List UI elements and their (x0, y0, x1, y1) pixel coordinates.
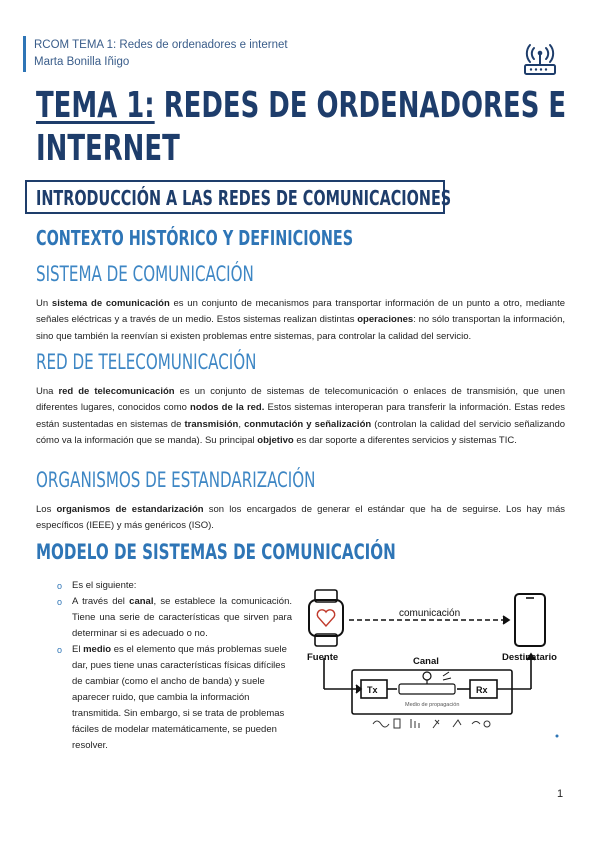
router-icon (521, 40, 559, 78)
text-run: Los (36, 504, 57, 515)
phone-icon (515, 594, 545, 646)
text-run: es el elemento que más problemas suele dar, pues tiene unas características físicas difíciles de cambiar (como el ancho de banda) y suele aparecer ruido, que cambia la información transmitida. Sin embargo, si se trata de problemas fáciles de modelar matemáticamente, se pueden resolver. (72, 644, 287, 751)
red-heading: RED DE TELECOMUNICACIÓN (36, 350, 257, 374)
organismos-paragraph (36, 502, 565, 535)
page-title (36, 84, 599, 170)
list-item (60, 642, 292, 754)
modelo-heading: MODELO DE SISTEMAS DE COMUNICACIÓN (36, 540, 396, 564)
bold-term: organismos de estandarización (56, 504, 204, 515)
text-run: son los encargados de generar el estándar que ha de seguirse. Los hay más específicos (IEEE) y más genéricos (ISO). (36, 504, 565, 532)
fuente-label: Fuente (307, 652, 339, 663)
title-prefix: TEMA 1: (36, 85, 155, 126)
watch-icon (309, 600, 343, 636)
modelo-list (60, 578, 292, 754)
page-header (34, 37, 288, 71)
cable-icon (373, 721, 389, 727)
bold-term: red de telecomunicación (58, 386, 175, 397)
organismos-heading: ORGANISMOS DE ESTANDARIZACIÓN (36, 468, 316, 492)
communication-model-diagram (307, 588, 565, 740)
bold-term: sistema de comunicación (51, 298, 170, 309)
comunicacion-label: comunicación (399, 608, 461, 619)
text-run: Es el siguiente: (72, 580, 137, 591)
text-run: es dar soporte a diferentes servicios y sistemas TIC. (293, 434, 517, 446)
title-line2: INTERNET (36, 128, 180, 169)
contexto-heading: CONTEXTO HISTÓRICO Y DEFINICIONES (36, 226, 354, 250)
text-run: (controlan la calidad del servicio señalizando cómo va la información que se manda). Su principal (36, 418, 566, 446)
text-run: Estos sistemas interoperan para transferir la información. Estas redes están sustentadas en sistemas de (36, 402, 565, 430)
bold-term: nodos de la red. (190, 402, 265, 414)
course-title: RCOM TEMA 1: Redes de ordenadores e internet (34, 39, 288, 51)
rx-label: Rx (476, 685, 488, 695)
satellite-icon (433, 720, 439, 728)
radio-icon (453, 720, 461, 727)
medio-label: Medio de propagación (405, 702, 460, 708)
text-run: , se establece la comunicación. Tiene una serie de características que sirven para determinar si es adecuado o no. (72, 596, 292, 639)
canal-label: Canal (413, 656, 439, 667)
coax-icon (411, 719, 419, 728)
media-icons-row (373, 719, 490, 728)
header-accent-bar (23, 36, 26, 72)
bold-term: operaciones (357, 314, 414, 326)
list-item (60, 594, 292, 642)
section-box-title: INTRODUCCIÓN A LAS REDES DE COMUNICACIONES (36, 186, 452, 210)
tx-label: Tx (367, 685, 378, 695)
bluetooth-icon (484, 721, 490, 727)
sistema-paragraph (36, 296, 565, 345)
text-run: El (72, 644, 84, 655)
section-box (25, 180, 452, 214)
bold-term: canal (129, 596, 154, 607)
text-run: Una (36, 386, 59, 397)
text-run: es un conjunto de mecanismos para transportar información de un punto a otro, mediante señales eléctricas y a través de un medio. Estos sistemas realizan distintas (36, 298, 566, 326)
bold-term: medio (83, 644, 112, 655)
text-run: Un (36, 298, 52, 309)
heart-icon (317, 610, 334, 626)
text-run: , (238, 418, 245, 430)
fiber-icon (394, 719, 400, 728)
red-paragraph (36, 384, 565, 449)
title-line1: REDES DE ORDENADORES E (154, 85, 567, 126)
text-run: es un conjunto de sistemas de telecomunicación o enlaces de transmisión, que unen diferentes lugares, conocidos como (36, 386, 565, 414)
text-run: A través del (72, 596, 130, 607)
wireless-icon (472, 722, 480, 725)
author-name: Marta Bonilla Iñigo (34, 56, 130, 68)
text-run: : no sólo transportan la información, sino que también la reenvían si existen problemas entre sistemas, para controlar la calidad del servicio. (36, 314, 565, 342)
bold-term: objetivo (257, 434, 294, 446)
destinatario-label: Destinatario (502, 652, 557, 663)
sistema-heading: SISTEMA DE COMUNICACIÓN (36, 262, 254, 286)
page-number: 1 (557, 788, 564, 800)
bold-term: transmisión (184, 418, 239, 430)
list-item (60, 578, 292, 594)
bold-term: conmutación y señalización (244, 418, 372, 430)
